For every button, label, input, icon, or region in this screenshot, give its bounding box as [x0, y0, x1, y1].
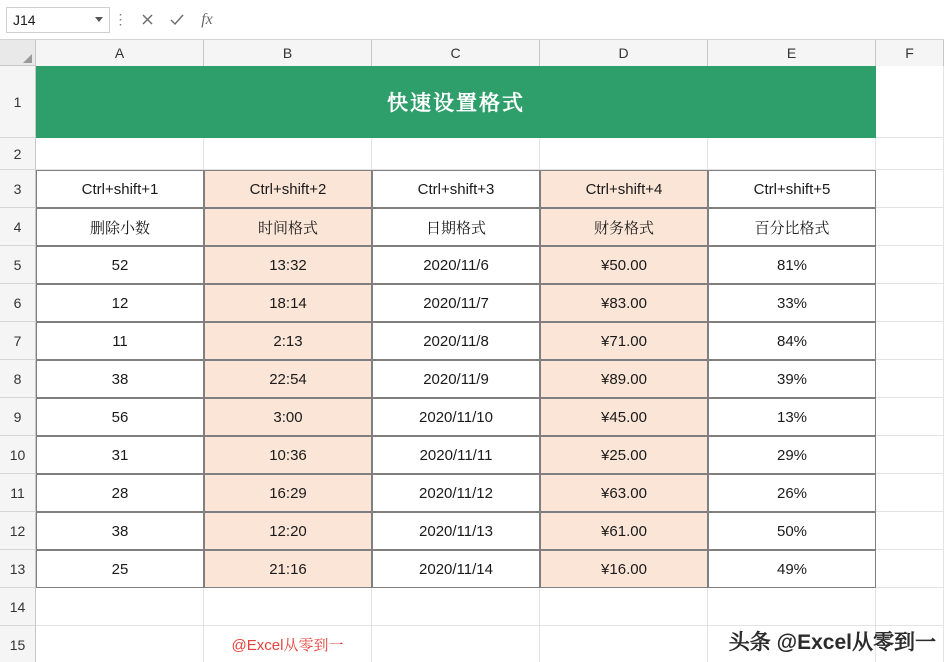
cell-c2[interactable]: [372, 138, 540, 170]
column-header-row: [0, 40, 944, 66]
cell-f5[interactable]: [876, 246, 944, 284]
column-header-a[interactable]: A: [36, 40, 204, 66]
cell-b3[interactable]: Ctrl+shift+2: [204, 170, 372, 208]
cell-f13[interactable]: [876, 550, 944, 588]
row-header-11[interactable]: 11: [0, 474, 36, 512]
insert-function-icon[interactable]: fx: [201, 10, 213, 28]
cell-b7[interactable]: 2:13: [204, 322, 372, 360]
check-icon[interactable]: [162, 7, 192, 33]
formula-input[interactable]: [222, 7, 944, 33]
cell-d8[interactable]: ¥89.00: [540, 360, 708, 398]
cell-c5[interactable]: 2020/11/6: [372, 246, 540, 284]
row-header-7[interactable]: 7: [0, 322, 36, 360]
row-header-4[interactable]: 4: [0, 208, 36, 246]
cell-a10[interactable]: 31: [36, 436, 204, 474]
cell-c6[interactable]: 2020/11/7: [372, 284, 540, 322]
cell-b9[interactable]: 3:00: [204, 398, 372, 436]
column-header-d[interactable]: D: [540, 40, 708, 66]
cell-c12[interactable]: 2020/11/13: [372, 512, 540, 550]
name-box[interactable]: [6, 7, 110, 33]
cell-c8[interactable]: 2020/11/9: [372, 360, 540, 398]
cell-c3[interactable]: Ctrl+shift+3: [372, 170, 540, 208]
select-all-corner[interactable]: [0, 40, 36, 65]
cell-a15[interactable]: [36, 626, 204, 662]
cell-b4[interactable]: 时间格式: [204, 208, 372, 246]
cell-a8[interactable]: 38: [36, 360, 204, 398]
name-box-value: J14: [13, 11, 36, 28]
row-header-15[interactable]: 15: [0, 626, 36, 662]
cell-f14[interactable]: [876, 588, 944, 626]
table-row: [0, 66, 944, 138]
cell-d11[interactable]: ¥63.00: [540, 474, 708, 512]
table-row: [0, 436, 944, 474]
cell-a2[interactable]: [36, 138, 204, 170]
column-header-b[interactable]: B: [204, 40, 372, 66]
cell-c11[interactable]: 2020/11/12: [372, 474, 540, 512]
row-header-8[interactable]: 8: [0, 360, 36, 398]
table-row: [0, 398, 944, 436]
row-header-1[interactable]: 1: [0, 66, 36, 138]
table-row: [0, 512, 944, 550]
row-header-13[interactable]: 13: [0, 550, 36, 588]
table-row: [0, 588, 944, 626]
cell-e9[interactable]: 13%: [708, 398, 876, 436]
cell-f8[interactable]: [876, 360, 944, 398]
cell-a4[interactable]: 删除小数: [36, 208, 204, 246]
cell-c10[interactable]: 2020/11/11: [372, 436, 540, 474]
column-header-f[interactable]: F: [876, 40, 944, 66]
cell-f6[interactable]: [876, 284, 944, 322]
cell-d2[interactable]: [540, 138, 708, 170]
more-options-icon[interactable]: ⋮: [113, 11, 129, 27]
cell-c4[interactable]: 日期格式: [372, 208, 540, 246]
cell-b15-note[interactable]: @Excel从零到一: [204, 626, 372, 662]
cell-e8[interactable]: 39%: [708, 360, 876, 398]
cell-c15[interactable]: [372, 626, 540, 662]
cell-a14[interactable]: [36, 588, 204, 626]
cell-a6[interactable]: 12: [36, 284, 204, 322]
cell-e5[interactable]: 81%: [708, 246, 876, 284]
row-header-9[interactable]: 9: [0, 398, 36, 436]
cell-a11[interactable]: 28: [36, 474, 204, 512]
cell-e11[interactable]: 26%: [708, 474, 876, 512]
row-header-5[interactable]: 5: [0, 246, 36, 284]
cell-b6[interactable]: 18:14: [204, 284, 372, 322]
cell-a5[interactable]: 52: [36, 246, 204, 284]
table-row: [0, 138, 944, 170]
cell-f12[interactable]: [876, 512, 944, 550]
row-header-6[interactable]: 6: [0, 284, 36, 322]
cell-b13[interactable]: 21:16: [204, 550, 372, 588]
cell-f7[interactable]: [876, 322, 944, 360]
cell-e6[interactable]: 33%: [708, 284, 876, 322]
cell-b12[interactable]: 12:20: [204, 512, 372, 550]
table-row: [0, 322, 944, 360]
cell-d10[interactable]: ¥25.00: [540, 436, 708, 474]
cell-a9[interactable]: 56: [36, 398, 204, 436]
cell-e2[interactable]: [708, 138, 876, 170]
cell-f1[interactable]: [876, 66, 944, 138]
column-header-c[interactable]: C: [372, 40, 540, 66]
cell-a13[interactable]: 25: [36, 550, 204, 588]
cell-e12[interactable]: 50%: [708, 512, 876, 550]
cell-b14[interactable]: [204, 588, 372, 626]
table-row: [0, 474, 944, 512]
watermark-label: 头条 @Excel从零到一: [728, 631, 936, 654]
formula-bar: [0, 0, 944, 40]
cell-a12[interactable]: 38: [36, 512, 204, 550]
column-header-e[interactable]: E: [708, 40, 876, 66]
cell-d12[interactable]: ¥61.00: [540, 512, 708, 550]
cell-e13[interactable]: 49%: [708, 550, 876, 588]
cell-a7[interactable]: 11: [36, 322, 204, 360]
cell-e14[interactable]: [708, 588, 876, 626]
cell-e3[interactable]: Ctrl+shift+5: [708, 170, 876, 208]
cell-d15[interactable]: [540, 626, 708, 662]
cell-a3[interactable]: Ctrl+shift+1: [36, 170, 204, 208]
cell-b11[interactable]: 16:29: [204, 474, 372, 512]
table-row: [0, 550, 944, 588]
cell-d4[interactable]: 财务格式: [540, 208, 708, 246]
cell-d13[interactable]: ¥16.00: [540, 550, 708, 588]
cell-e10[interactable]: 29%: [708, 436, 876, 474]
table-row: [0, 360, 944, 398]
chevron-down-icon[interactable]: [95, 17, 103, 22]
cell-c7[interactable]: 2020/11/8: [372, 322, 540, 360]
cell-d9[interactable]: ¥45.00: [540, 398, 708, 436]
row-header-12[interactable]: 12: [0, 512, 36, 550]
cell-f9[interactable]: [876, 398, 944, 436]
cell-c9[interactable]: 2020/11/10: [372, 398, 540, 436]
row-header-14[interactable]: 14: [0, 588, 36, 626]
close-icon[interactable]: [132, 7, 162, 33]
row-header-2[interactable]: 2: [0, 138, 36, 170]
cell-b10[interactable]: 10:36: [204, 436, 372, 474]
cell-d6[interactable]: ¥83.00: [540, 284, 708, 322]
cell-f3[interactable]: [876, 170, 944, 208]
cell-f2[interactable]: [876, 138, 944, 170]
cell-b5[interactable]: 13:32: [204, 246, 372, 284]
worksheet-grid: [0, 66, 944, 662]
cell-d5[interactable]: ¥50.00: [540, 246, 708, 284]
cell-b2[interactable]: [204, 138, 372, 170]
cell-b8[interactable]: 22:54: [204, 360, 372, 398]
sheet-title[interactable]: 快速设置格式: [36, 66, 876, 138]
cell-e7[interactable]: 84%: [708, 322, 876, 360]
row-header-10[interactable]: 10: [0, 436, 36, 474]
cell-e4[interactable]: 百分比格式: [708, 208, 876, 246]
cell-d7[interactable]: ¥71.00: [540, 322, 708, 360]
row-header-3[interactable]: 3: [0, 170, 36, 208]
cell-f11[interactable]: [876, 474, 944, 512]
cell-d3[interactable]: Ctrl+shift+4: [540, 170, 708, 208]
table-row: [0, 208, 944, 246]
cell-d14[interactable]: [540, 588, 708, 626]
table-row: [0, 246, 944, 284]
table-row: [0, 170, 944, 208]
cell-c14[interactable]: [372, 588, 540, 626]
table-row: [0, 284, 944, 322]
cell-f4[interactable]: [876, 208, 944, 246]
cell-c13[interactable]: 2020/11/14: [372, 550, 540, 588]
cell-f10[interactable]: [876, 436, 944, 474]
